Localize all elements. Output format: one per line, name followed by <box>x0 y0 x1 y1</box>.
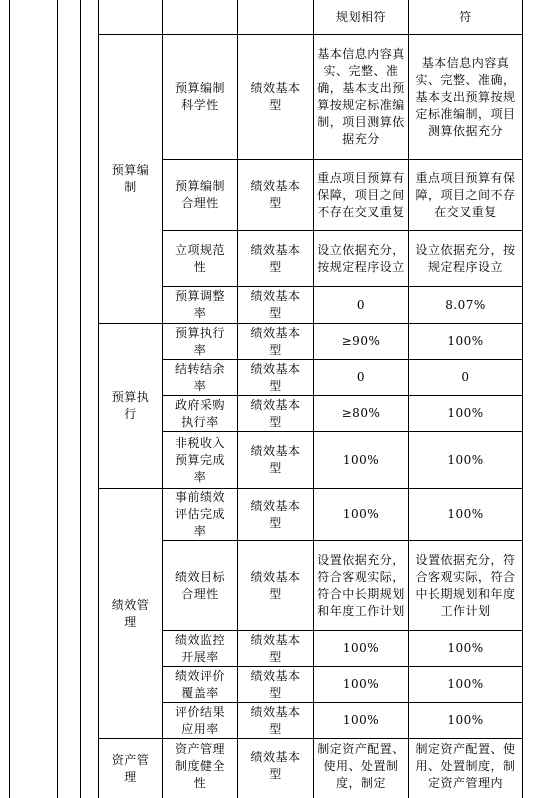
type-cell: 绩效基本型 <box>250 179 301 210</box>
target-cell: 0 <box>356 297 366 312</box>
target-cell: 100% <box>342 507 380 521</box>
type-cell: 绩效基本型 <box>250 325 301 357</box>
target-cell: 100% <box>342 677 380 691</box>
indicator-cell: 政府采购执行率 <box>174 397 225 429</box>
actual-cell: 100% <box>447 677 484 691</box>
table-border <box>57 0 58 798</box>
table-border <box>9 0 10 798</box>
target-cell: 0 <box>356 370 366 384</box>
target-cell: 100% <box>342 641 380 655</box>
type-cell: 绩效基本型 <box>250 444 301 475</box>
target-cell: 设置依据充分，符合客观实际，符合中长期规划和年度工作计划 <box>317 552 405 618</box>
table-border <box>80 0 81 798</box>
type-cell: 绩效基本型 <box>250 704 301 736</box>
target-cell: 重点项目预算有保障，项目之间不存在交叉重复 <box>317 170 405 219</box>
target-cell: 设立依据充分，按规定程序设立 <box>317 242 405 274</box>
indicator-cell: 事前绩效评估完成率 <box>174 490 225 538</box>
indicator-cell: 非税收入预算完成率 <box>174 435 225 484</box>
target-cell: 100% <box>342 452 380 467</box>
actual-cell: 8.07% <box>445 297 486 312</box>
actual-cell: 重点项目预算有保障，项目之间不存在交叉重复 <box>415 170 516 219</box>
indicator-cell: 预算编制合理性 <box>174 179 225 210</box>
table-border <box>522 0 523 798</box>
actual-cell: 100% <box>447 334 484 348</box>
indicator-cell: 评价结果应用率 <box>174 704 225 736</box>
type-cell: 绩效基本型 <box>250 750 301 781</box>
actual-cell: 基本信息内容真实、完整、准确，基本支出预算按规定标准编制，项目测算依据充分 <box>415 55 516 138</box>
type-cell: 绩效基本型 <box>250 289 301 320</box>
type-cell: 绩效基本型 <box>250 668 301 700</box>
actual-cell: 100% <box>447 507 484 521</box>
type-cell: 绩效基本型 <box>250 632 301 664</box>
group-asset-management: 资产管理 <box>111 752 150 784</box>
type-cell: 绩效基本型 <box>250 569 301 601</box>
group-performance-management: 绩效管理 <box>111 597 150 629</box>
target-cell: 100% <box>342 713 380 727</box>
type-cell: 绩效基本型 <box>250 81 301 112</box>
actual-cell: 0 <box>461 370 470 384</box>
target-cell: 基本信息内容真实、完整、准确，基本支出预算按规定标准编制，项目测算依据充分 <box>317 47 405 146</box>
indicator-cell: 预算调整率 <box>174 289 225 320</box>
group-budget-preparation: 预算编制 <box>111 163 150 194</box>
header-target: 规划相符 <box>335 9 386 24</box>
type-cell: 绩效基本型 <box>250 242 301 274</box>
indicator-cell: 结转结余率 <box>174 361 225 393</box>
target-cell: 制定资产配置、使用、处置制度，制定 <box>317 742 405 790</box>
indicator-cell: 资产管理制度健全性 <box>174 742 225 790</box>
header-actual: 符 <box>459 9 472 24</box>
actual-cell: 100% <box>447 713 484 727</box>
actual-cell: 设立依据充分，按规定程序设立 <box>415 242 516 274</box>
type-cell: 绩效基本型 <box>250 498 301 530</box>
actual-cell: 100% <box>447 406 484 420</box>
type-cell: 绩效基本型 <box>250 397 301 429</box>
target-cell: ≥90% <box>341 334 381 348</box>
actual-cell: 制定资产配置、使用、处置制度，制定资产管理内 <box>415 742 516 790</box>
actual-cell: 100% <box>447 452 484 467</box>
indicator-cell: 预算编制科学性 <box>174 81 225 112</box>
actual-cell: 设置依据充分，符合客观实际，符合中长期规划和年度工作计划 <box>415 552 516 618</box>
indicator-cell: 绩效目标合理性 <box>174 569 225 601</box>
indicator-cell: 绩效评价覆盖率 <box>174 668 225 700</box>
actual-cell: 100% <box>447 641 484 655</box>
group-budget-execution: 预算执行 <box>111 390 150 421</box>
indicator-cell: 绩效监控开展率 <box>174 632 225 664</box>
target-cell: ≥80% <box>341 406 381 420</box>
indicator-cell: 预算执行率 <box>174 325 225 357</box>
indicator-cell: 立项规范性 <box>174 242 225 274</box>
type-cell: 绩效基本型 <box>250 361 301 393</box>
